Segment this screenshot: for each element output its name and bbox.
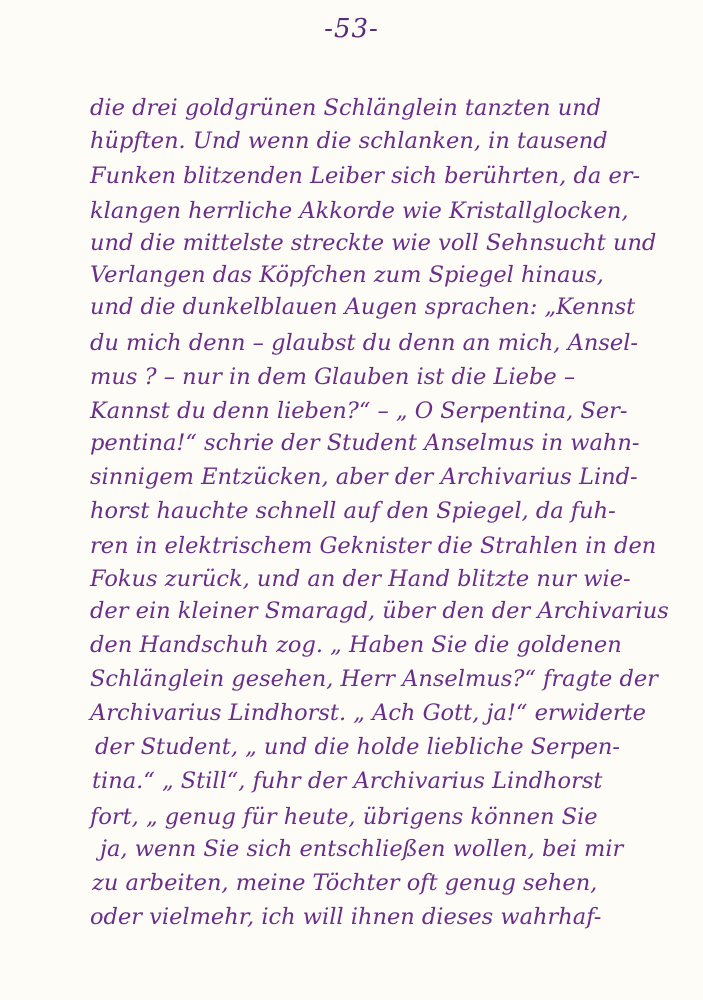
text-line: tina.“ „ Still“, fuhr der Archivarius Lindhorst [92,768,603,794]
text-line: der ein kleiner Smaragd, über den der Archivarius [90,598,669,624]
text-line: fort, „ genug für heute, übrigens können Sie [90,804,598,830]
text-line: ja, wenn Sie sich entschließen wollen, bei mir [100,836,624,862]
text-line: ren in elektrischem Geknister die Strahlen in den [90,533,657,559]
text-line: hüpften. Und wenn die schlanken, in tausend [90,128,608,154]
text-line: pentina!“ schrie der Student Anselmus in wahn- [90,430,640,456]
text-line: Schlänglein gesehen, Herr Anselmus?“ fragte der [90,666,658,692]
text-line: und die dunkelblauen Augen sprachen: „Kennst [90,294,636,320]
text-line: du mich denn – glaubst du denn an mich, Ansel- [90,330,639,356]
text-line: Kannst du denn lieben?“ – „ O Serpentina, Ser- [90,398,628,424]
text-line: sinnigem Entzücken, aber der Archivarius Lind- [90,464,638,490]
text-line: die drei goldgrünen Schlänglein tanzten und [90,95,602,121]
page-number: -53- [324,14,379,44]
text-line: der Student, „ und die holde liebliche Serpen- [95,734,621,760]
text-line: Verlangen das Köpfchen zum Spiegel hinaus, [90,262,604,288]
text-line: oder vielmehr, ich will ihnen dieses wahrhaf- [90,904,602,930]
text-line: und die mittelste streckte wie voll Sehnsucht und [90,230,657,256]
text-line: Fokus zurück, und an der Hand blitzte nur wie- [90,566,631,592]
text-line: zu arbeiten, meine Töchter oft genug sehen, [92,870,598,896]
text-line: horst hauchte schnell auf den Spiegel, da fuh- [90,498,616,524]
text-line: Archivarius Lindhorst. „ Ach Gott, ja!“ erwiderte [90,700,646,726]
text-line: Funken blitzenden Leiber sich berührten, da er- [90,163,641,189]
text-line: den Handschuh zog. „ Haben Sie die goldenen [90,632,622,658]
text-line: klangen herrliche Akkorde wie Kristallglocken, [90,198,629,224]
text-line: mus ? – nur in dem Glauben ist die Liebe – [90,364,576,390]
